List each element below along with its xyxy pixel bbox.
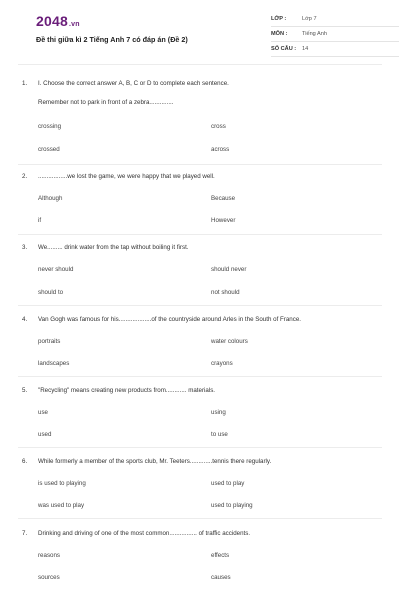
- question-number: 2.: [22, 173, 28, 180]
- meta-row-subject: [271, 29, 399, 42]
- question-number: 6.: [22, 458, 28, 465]
- meta-value: Lớp 7: [302, 16, 317, 22]
- option-c[interactable]: should to: [38, 289, 64, 296]
- option-a[interactable]: use: [38, 409, 48, 416]
- question-text: "Recycling" means creating new products from............ materials.: [38, 387, 216, 394]
- option-c[interactable]: if: [38, 217, 42, 224]
- option-c[interactable]: sources: [38, 574, 60, 581]
- question-text: Van Gogh was famous for his...................of the countryside around Arles in the South of France.: [38, 316, 301, 323]
- option-a[interactable]: crossing: [38, 123, 62, 130]
- question-number: 4.: [22, 316, 28, 323]
- logo-text: 2048: [36, 13, 68, 29]
- option-b[interactable]: using: [211, 409, 226, 416]
- option-b[interactable]: Because: [211, 195, 236, 202]
- question-text: .................we lost the game, we were happy that we played well.: [38, 173, 215, 180]
- option-d[interactable]: to use: [211, 431, 228, 438]
- site-logo[interactable]: [36, 13, 80, 29]
- option-b[interactable]: cross: [211, 123, 226, 130]
- meta-label: SỐ CÂU :: [271, 46, 297, 52]
- meta-label: LỚP :: [271, 16, 287, 22]
- question-text: While formerly a member of the sports club, Mr. Teeters.............tennis there regularly.: [38, 458, 272, 465]
- meta-label: MÔN :: [271, 31, 288, 37]
- option-b[interactable]: should never: [211, 266, 247, 273]
- question-divider: [18, 305, 382, 306]
- question-number: 1.: [22, 80, 28, 87]
- option-a[interactable]: portraits: [38, 338, 61, 345]
- option-c[interactable]: crossed: [38, 146, 60, 153]
- logo-suffix: .vn: [68, 21, 80, 28]
- option-c[interactable]: was used to play: [38, 502, 85, 509]
- header-divider: [18, 64, 382, 65]
- question-divider: [18, 164, 382, 165]
- exam-header: [18, 0, 382, 62]
- question-divider: [18, 234, 382, 235]
- question-text: Drinking and driving of one of the most common................ of traffic accidents.: [38, 530, 251, 537]
- meta-row-count: [271, 44, 399, 57]
- option-c[interactable]: used: [38, 431, 52, 438]
- question-text: We......... drink water from the tap without boiling it first.: [38, 244, 189, 251]
- question-divider: [18, 376, 382, 377]
- option-b[interactable]: effects: [211, 552, 230, 559]
- question-subtext: Remember not to park in front of a zebra..............: [38, 99, 174, 106]
- meta-value: 14: [302, 46, 309, 52]
- exam-title: Đề thi giữa kì 2 Tiếng Anh 7 có đáp án (Đề 2): [36, 35, 188, 44]
- question-number: 3.: [22, 244, 28, 251]
- question-number: 7.: [22, 530, 28, 537]
- option-b[interactable]: used to play: [211, 480, 245, 487]
- option-d[interactable]: crayons: [211, 360, 233, 367]
- option-a[interactable]: is used to playing: [38, 480, 86, 487]
- question-divider: [18, 518, 382, 519]
- question-text: I. Choose the correct answer A, B, C or D to complete each sentence.: [38, 80, 229, 87]
- option-d[interactable]: However: [211, 217, 236, 224]
- option-b[interactable]: water colours: [211, 338, 248, 345]
- option-c[interactable]: landscapes: [38, 360, 70, 367]
- option-d[interactable]: used to playing: [211, 502, 253, 509]
- option-a[interactable]: never should: [38, 266, 74, 273]
- option-d[interactable]: causes: [211, 574, 231, 581]
- question-number: 5.: [22, 387, 28, 394]
- option-a[interactable]: reasons: [38, 552, 61, 559]
- option-a[interactable]: Although: [38, 195, 63, 202]
- question-divider: [18, 447, 382, 448]
- meta-row-class: [271, 14, 399, 27]
- option-d[interactable]: across: [211, 146, 230, 153]
- option-d[interactable]: not should: [211, 289, 240, 296]
- meta-value: Tiếng Anh: [302, 31, 327, 37]
